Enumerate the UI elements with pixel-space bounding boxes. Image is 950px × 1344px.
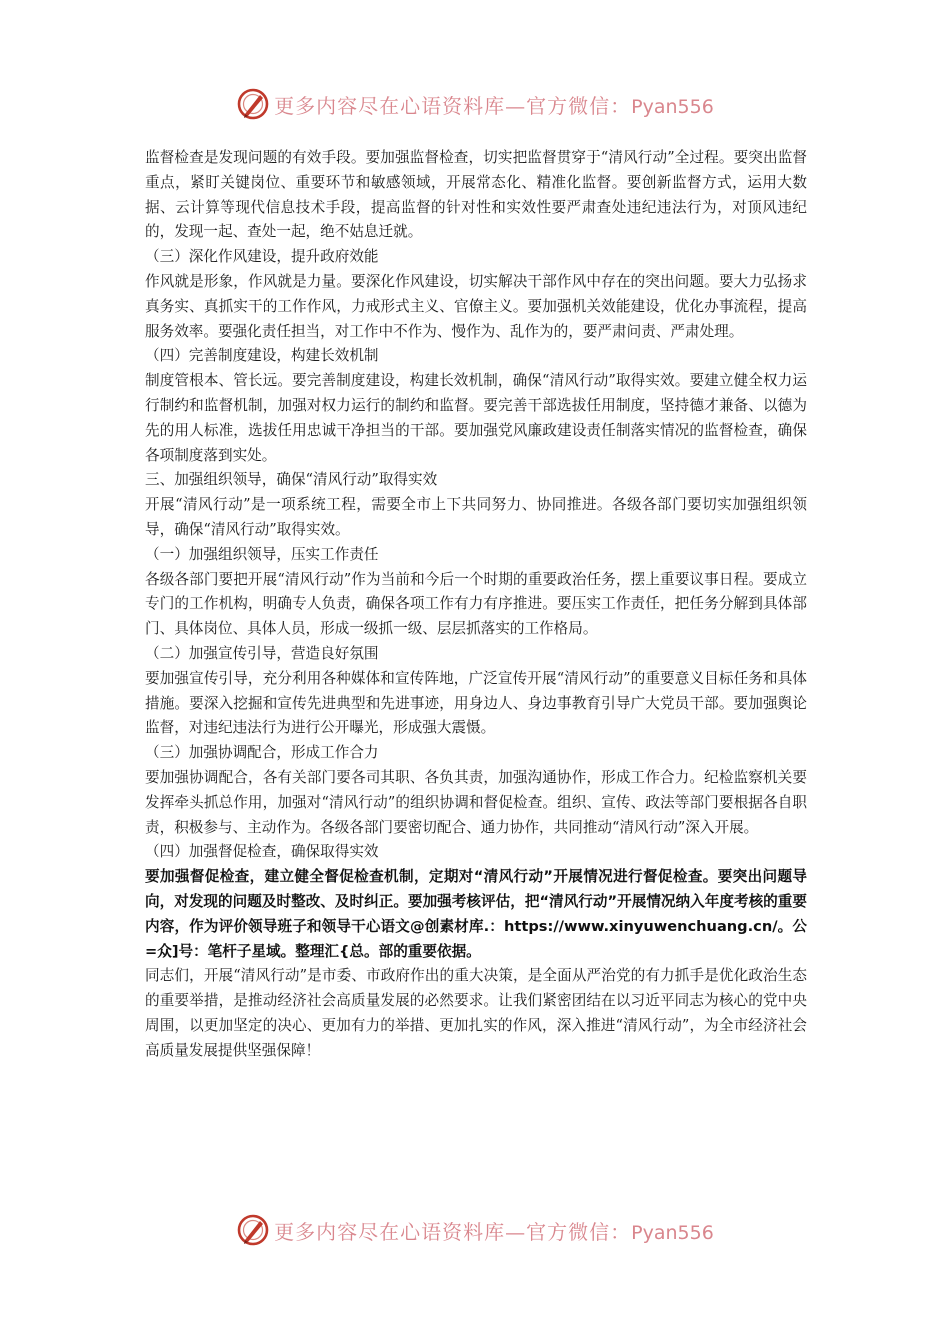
- pen-nib-circle-logo-icon: [236, 1213, 270, 1247]
- paragraph: 要加强宣传引导，充分利用各种媒体和宣传阵地，广泛宣传开展“清风行动”的重要意义目标任务和具体措施。要深入挖掘和宣传先进典型和先进事迹，用身边人、身边事教育引导广大党员干部。要加强舆论监督，对违纪违法行为进行公开曝光，形成强大震慑。: [145, 669, 807, 737]
- section-heading: （二）加强宣传引导，营造良好氛围: [145, 644, 379, 662]
- closing-paragraph: 同志们，开展“清风行动”是市委、市政府作出的重大决策，是全面从严治党的有力抓手是优化政治生态的重要举措，是推动经济社会高质量发展的必然要求。让我们紧密团结在以习近平同志为核心的党中央周围，以更加坚定的决心、更加有力的举措、更加扎实的作风，深入推进“清风行动”，为全市经济社会高质量发展提供坚强保障！: [145, 967, 807, 1059]
- pen-nib-circle-logo-icon: [236, 87, 270, 121]
- section-heading: （一）加强组织领导，压实工作责任: [145, 545, 379, 563]
- section-heading: （三）深化作风建设，提升政府效能: [145, 248, 379, 266]
- paragraph: 开展“清风行动”是一项系统工程，需要全市上下共同努力、协同推进。各级各部门要切实加强组织领导，确保“清风行动”取得实效。: [145, 496, 807, 538]
- wechat-handle: Pyan556: [631, 1221, 714, 1244]
- header-banner: [0, 84, 950, 124]
- section-heading: （四）完善制度建设，构建长效机制: [145, 347, 379, 365]
- paragraph: 各级各部门要把开展“清风行动”作为当前和今后一个时期的重要政治任务，摆上重要议事日程。要成立专门的工作机构，明确专人负责，确保各项工作有力有序推进。要压实工作责任，把任务分解到具体部门、具体岗位、具体人员，形成一级抓一级、层层抓落实的工作格局。: [145, 570, 807, 638]
- section-heading: （三）加强协调配合，形成工作合力: [145, 744, 379, 762]
- wechat-handle: Pyan556: [631, 95, 714, 118]
- bold-paragraph: 要加强督促检查，建立健全督促检查机制，定期对“清风行动”开展情况进行督促检查。要突出问题导向，对发现的问题及时整改、及时纠正。要加强考核评估，把“清风行动”开展情况纳入年度考核的重要内容，作为评价领导班子和领导干心语文@创素材库.：https://www.xinyuwenchuang.cn/。公=众]号：笔杆子星域。整理汇{总。部的重要依据。: [145, 868, 807, 960]
- footer-banner: [0, 1210, 950, 1250]
- paragraph: 监督检查是发现问题的有效手段。要加强监督检查，切实把监督贯穿于“清风行动”全过程。要突出监督重点，紧盯关键岗位、重要环节和敏感领域，开展常态化、精准化监督。要创新监督方式，运用大数据、云计算等现代信息技术手段，提高监督的针对性和实效性要严肃查处违纪违法行为，对顶风违纪的，发现一起、查处一起，绝不姑息迁就。: [145, 149, 807, 241]
- document-body: [145, 146, 807, 1063]
- paragraph: 作风就是形象，作风就是力量。要深化作风建设，切实解决干部作风中存在的突出问题。要大力弘扬求真务实、真抓实干的工作作风，力戒形式主义、官僚主义。要加强机关效能建设，优化办事流程，提高服务效率。要强化责任担当，对工作中不作为、慢作为、乱作为的，要严肃问责、严肃处理。: [145, 272, 807, 340]
- section-heading: （四）加强督促检查，确保取得实效: [145, 843, 379, 861]
- paragraph: 要加强协调配合，各有关部门要各司其职、各负其责，加强沟通协作，形成工作合力。纪检监察机关要发挥牵头抓总作用，加强对“清风行动”的组织协调和督促检查。组织、宣传、政法等部门要根据各自职责，积极参与、主动作为。各级各部门要密切配合、通力协作，共同推动“清风行动”深入开展。: [145, 768, 807, 836]
- paragraph: 制度管根本、管长远。要完善制度建设，构建长效机制，确保“清风行动”取得实效。要建立健全权力运行制约和监督机制，加强对权力运行的制约和监督。要完善干部选拔任用制度，坚持德才兼备、以德为先的用人标准，选拔任用忠诚干净担当的干部。要加强党风廉政建设责任制落实情况的监督检查，确保各项制度落到实处。: [145, 372, 807, 464]
- banner-text: 更多内容尽在心语资料库—官方微信：Pyan556: [274, 93, 714, 118]
- banner-text: 更多内容尽在心语资料库—官方微信：Pyan556: [274, 1219, 714, 1244]
- section-heading: 三、加强组织领导，确保“清风行动”取得实效: [145, 471, 438, 489]
